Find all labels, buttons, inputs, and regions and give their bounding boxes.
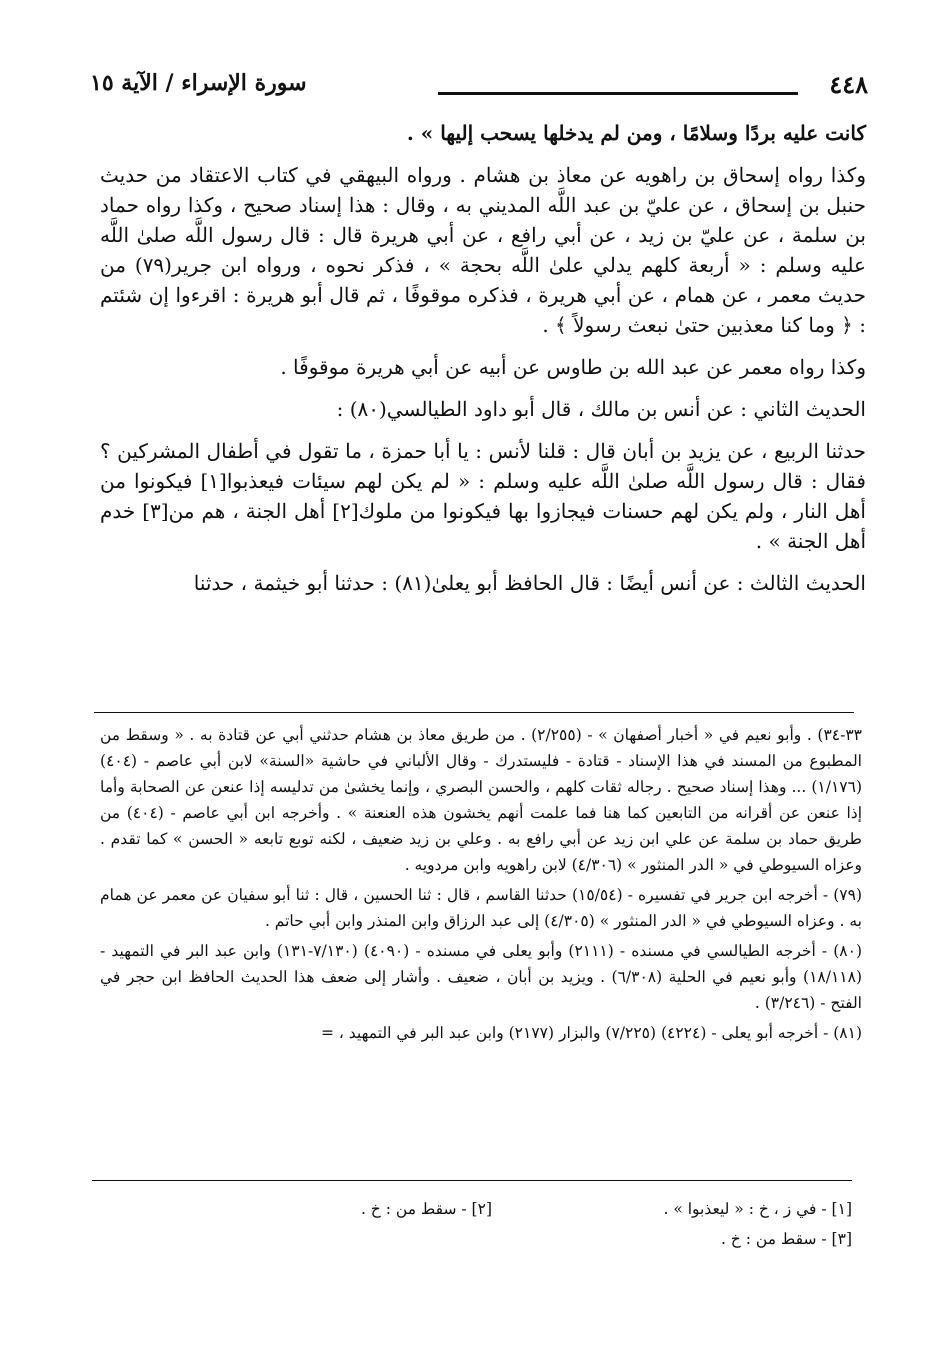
page-header xyxy=(90,66,868,106)
paragraph-1: كانت عليه بردًا وسلامًا ، ومن لم يدخلها يسحب إليها » . xyxy=(406,121,866,145)
header-rule xyxy=(438,92,798,95)
paragraph-5: حدثنا الربيع ، عن يزيد بن أبان قال : قلنا لأنس : يا أبا حمزة ، ما تقول في أطفال المشركين ؟ فقال : قال رسول اللَّه صلىٰ اللَّه عليه وسلم : « لم يكن لهم سيئات فيعذبوا[١] فيكونوا من أهل النار ، ولم يكن لهم حسنات فيجازوا بها فيكونوا من ملوك[٢] أهل الجنة ، هم من[٣] خدم أهل الجنة » . xyxy=(100,439,866,553)
paragraph-4: الحديث الثاني : عن أنس بن مالك ، قال أبو داود الطيالسي(٨٠) : xyxy=(336,397,866,421)
footnote-81: (٨١) - أخرجه أبو يعلى - (٤٢٢٤) (٧/٢٢٥) والبزار (٢١٧٧) وابن عبد البر في التمهيد ، = xyxy=(320,1024,862,1042)
apparatus-note-3: [٣] - سقط من : خ . xyxy=(720,1230,852,1248)
paragraph-3: وكذا رواه معمر عن عبد الله بن طاوس عن أبيه عن أبي هريرة موقوفًا . xyxy=(280,355,866,379)
apparatus-separator xyxy=(92,1180,852,1181)
running-title: سورة الإسراء / الآية ١٥ xyxy=(90,70,307,96)
paragraph-6: الحديث الثالث : عن أنس أيضًا : قال الحافظ أبو يعلىٰ(٨١) : حدثنا أبو خيثمة ، حدثنا xyxy=(193,571,866,595)
main-text xyxy=(100,118,866,598)
apparatus-row xyxy=(100,1194,852,1224)
footnote-79: (٧٩) - أخرجه ابن جرير في تفسيره - (١٥/٥٤) حدثنا القاسم ، قال : ثنا الحسين ، قال : ثنا أبو سفيان عن معمر عن همام به . وعزاه السيوطي في « الدر المنثور » (٤/٣٠٥) إلى عبد الرزاق وابن المنذر وابن أبي حاتم . xyxy=(100,886,862,930)
apparatus-note-2: [٢] - سقط من : خ . xyxy=(360,1200,492,1218)
footnotes xyxy=(100,722,862,1050)
apparatus-row xyxy=(100,1224,852,1254)
footnote-separator xyxy=(94,712,854,713)
footnote-continued: ٣٣-٣٤) . وأبو نعيم في « أخبار أصفهان » - (٢/٢٥٥) . من طريق معاذ بن هشام حدثني أبي عن قتادة به . « وسقط من المطبوع من المسند في هذا الإسناد - قتادة - فليستدرك - وقال الألباني في حاشية «السنة» لابن أبي عاصم - (٤٠٤) (١/١٧٦) ... وهذا إسناد صحيح . رجاله ثقات كلهم ، والحسن البصري ، وإنما يخشىٰ من تدليسه إذا عنعن عن الصحابة وأما إذا عنعن عن أقرانه من التابعين كما هنا فما علمت أنهم يخشون هذه العنعنة » . وأخرجه ابن أبي عاصم - (٤٠٤) من طريق حماد بن سلمة عن علي ابن زيد عن أبي رافع به . وعلي بن زيد ضعيف ، لكنه توبع تابعه « الحسن » كما تقدم . وعزاه السيوطي في « الدر المنثور » (٤/٣٠٦) لابن راهويه وابن مردويه . xyxy=(100,726,862,874)
apparatus-note-1: [١] - في ز ، خ : « ليعذبوا » . xyxy=(663,1200,852,1218)
footnote-80: (٨٠) - أخرجه الطيالسي في مسنده - (٢١١١) وأبو يعلى في مسنده - (٤٠٩٠) (٧/١٣٠-١٣١) وابن عبد البر في التمهيد - (١٨/١١٨) وأبو نعيم في الحلية (٦/٣٠٨) . ويزيد بن أبان ، ضعيف . وأشار إلى ضعف هذا الحديث الحافظ ابن حجر في الفتح - (٣/٢٤٦) . xyxy=(100,942,862,1012)
page-number: ٤٤٨ xyxy=(829,70,868,99)
critical-apparatus xyxy=(100,1194,852,1254)
paragraph-2: وكذا رواه إسحاق بن راهويه عن معاذ بن هشام . ورواه البيهقي في كتاب الاعتقاد من حديث حنبل بن إسحاق ، عن عليّ بن عبد اللَّه المديني به ، وقال : هذا إسناد صحيح ، وكذا رواه حماد بن سلمة ، عن عليّ بن زيد ، عن أبي رافع ، عن أبي هريرة قال : قال رسول اللَّه صلىٰ اللَّه عليه وسلم : « أربعة كلهم يدلي علىٰ اللَّه بحجة » ، فذكر نحوه ، ورواه ابن جرير(٧٩) من حديث معمر ، عن همام ، عن أبي هريرة ، فذكره موقوفًا ، ثم قال أبو هريرة : اقرءوا إن شئتم : ﴿ وما كنا معذبين حتىٰ نبعث رسولاً ﴾ . xyxy=(100,163,866,337)
